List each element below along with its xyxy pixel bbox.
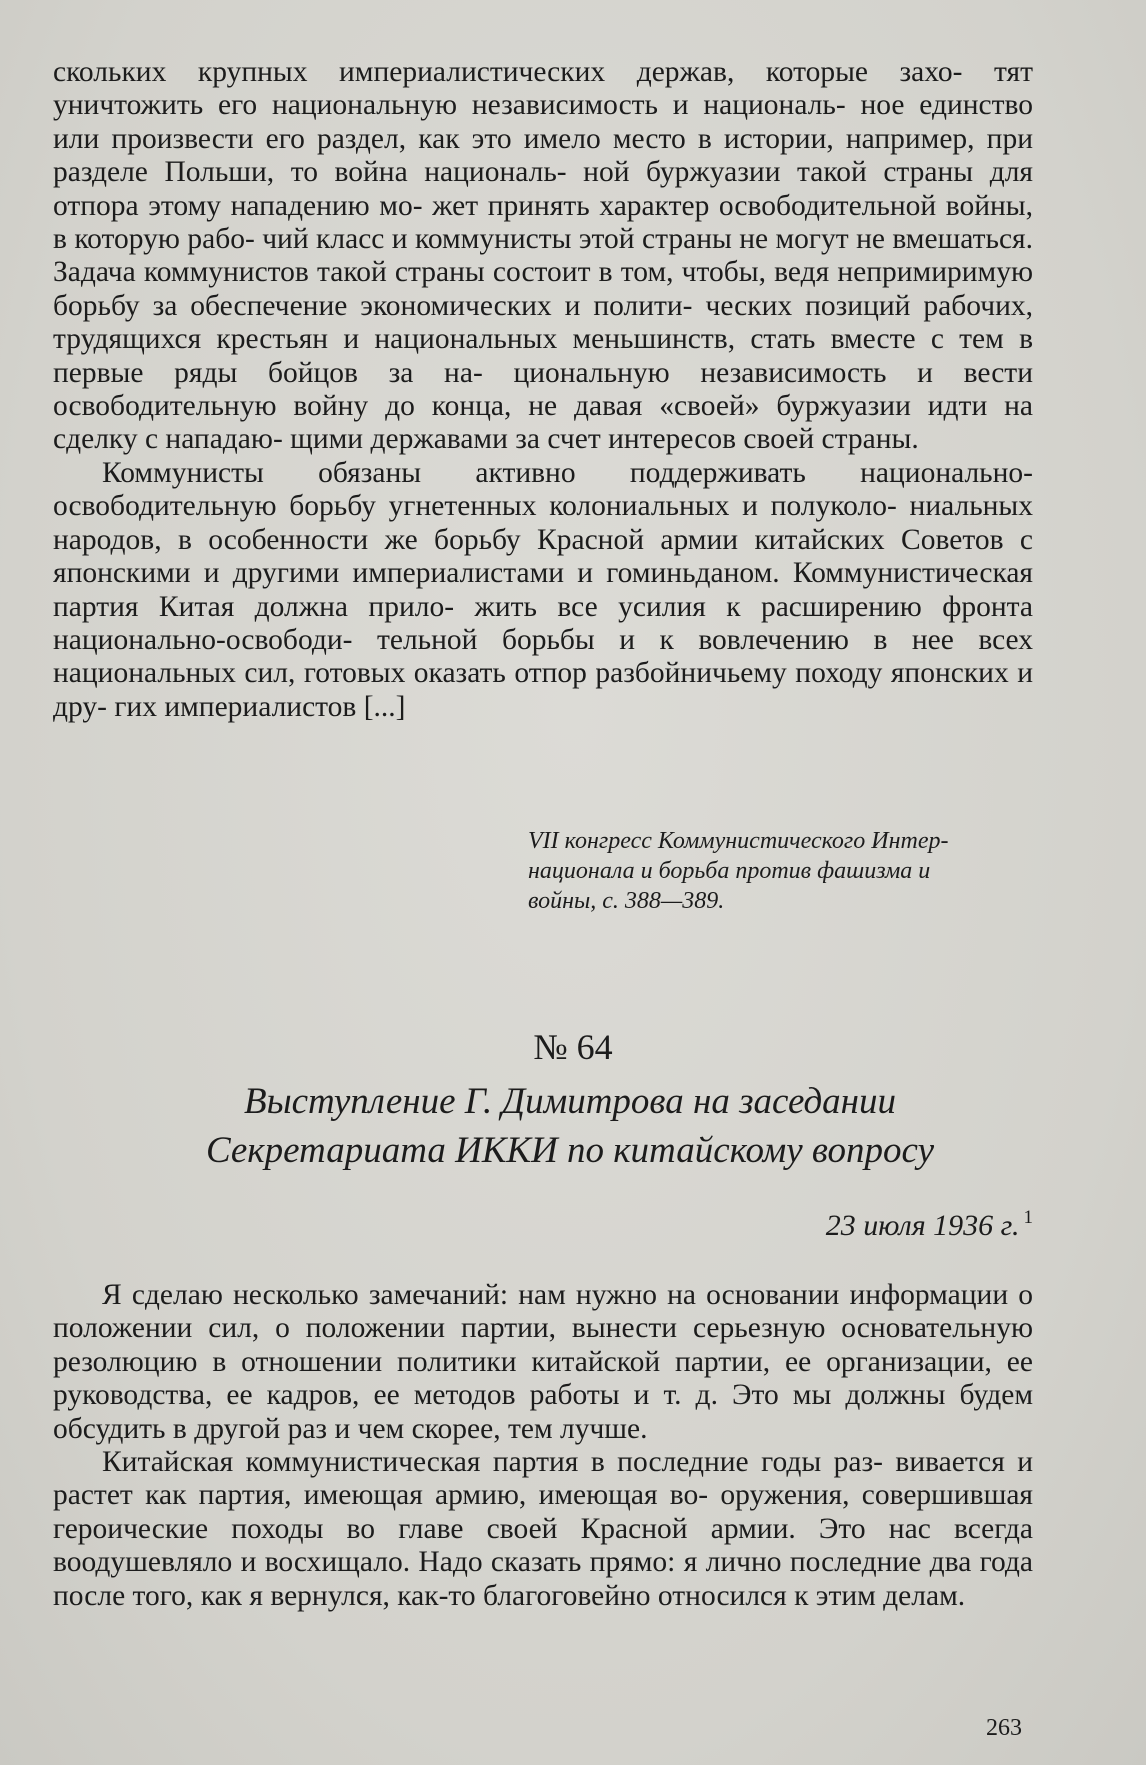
text-line: Коммунисты обязаны активно поддерживать национально-: [102, 456, 1033, 489]
title-line: Секретариата ИККИ по китайскому вопросу: [205, 1130, 935, 1171]
text-line: готовых оказать отпор разбойничьему походу японских и дру-: [53, 657, 1033, 723]
source-citation: [528, 826, 1028, 916]
text-line: меньшинств, стать вместе с тем в первые ряды бойцов за на-: [53, 323, 1033, 389]
continued-text: [53, 56, 1033, 724]
date-text: 23 июля 1936 г.: [825, 1209, 1020, 1242]
paragraph-1: [53, 56, 1033, 457]
text-line: ее методов работы и т. д. Это мы должны будем обсудить в: [53, 1379, 1034, 1445]
document-date: [826, 1200, 1033, 1244]
title-line: Выступление Г. Димитрова на заседании: [243, 1081, 897, 1122]
text-line: скольких крупных империалистических держав, которые захо-: [53, 56, 963, 88]
text-line: ной буржуазии такой страны для отпора этому нападению мо-: [53, 156, 1033, 222]
text-line: Китайская коммунистическая партия в последние годы раз-: [102, 1446, 883, 1479]
text-line: гих империалистов [...]: [114, 690, 406, 723]
text-line: щими державами за счет интересов своей страны.: [290, 423, 919, 456]
paragraph-4: [53, 1446, 1033, 1613]
citation-line: VII конгресс Коммунистического Интер-: [528, 828, 949, 854]
text-line: оружения, совершившая героические походы во главе своей: [53, 1479, 1033, 1545]
text-line: тят уничтожить его национальную независимость и националь-: [53, 56, 1033, 122]
text-line: Надо сказать прямо: я лично последние два года после того,: [53, 1546, 1033, 1612]
text-line: непримиримую борьбу за обеспечение экономических и полити-: [53, 256, 1033, 322]
text-line: освободительную борьбу угнетенных колониальных и полуколо-: [53, 490, 897, 523]
text-line: тельной борьбы и к вовлечению в нее всех национальных сил,: [53, 623, 1034, 690]
text-line: ное единство или произвести его раздел, как это имело место: [53, 89, 1033, 155]
text-line: циональную независимость и вести освободительную войну до: [53, 356, 1033, 423]
text-line: конца, не давая «своей» буржуазии идти на сделку с нападаю-: [53, 390, 1033, 456]
speech-text: [53, 1279, 1033, 1613]
text-line: гоминьданом. Коммунистическая партия Китая должна прило-: [53, 557, 1033, 623]
text-line: жить все усилия к расширению фронта национально-освободи-: [53, 590, 1033, 656]
text-line: Задача коммунистов такой страны состоит в том, чтобы, ведя: [53, 256, 830, 289]
text-line: как я вернулся, как-то благоговейно относился к этим делам.: [200, 1579, 966, 1612]
page-number: 263: [986, 1715, 1022, 1741]
text-line: китайской партии, ее организации, ее руководства, ее кадров,: [53, 1345, 1033, 1412]
footnote-marker: 1: [1023, 1207, 1033, 1228]
document-title: [60, 1077, 1080, 1175]
document-number: № 64: [533, 1027, 613, 1067]
text-line: ниальных народов, в особенности же борьбу Красной армии: [53, 490, 1034, 556]
text-line: жет принять характер освободительной войны, в которую рабо-: [53, 189, 1034, 256]
text-line: Я сделаю несколько замечаний: нам нужно на основании: [102, 1279, 840, 1311]
text-line: вивается и растет как партия, имеющая армию, имеющая во-: [53, 1446, 1033, 1512]
citation-line: войны, с. 388—389.: [528, 888, 725, 914]
text-line: в истории, например, при разделе Польши, то война националь-: [53, 122, 1034, 189]
text-line: другой раз и чем скорее, тем лучше.: [194, 1412, 648, 1445]
text-line: информации о положении сил, о положении партии, вынести: [53, 1279, 1033, 1345]
text-line: чий класс и коммунисты этой страны не могут не вмешаться.: [262, 223, 1033, 256]
citation-line: национала и борьба против фашизма и: [528, 858, 931, 884]
text-line: ческих позиций рабочих, трудящихся крестьян и национальных: [53, 289, 1034, 356]
paragraph-2: [53, 457, 1033, 724]
paragraph-3: [53, 1279, 1033, 1446]
text-line: серьезную основательную резолюцию в отношении политики: [53, 1312, 1033, 1378]
text-line: Красной армии. Это нас всегда воодушевляло и восхищало.: [53, 1512, 1033, 1579]
text-line: китайских Советов с японскими и другими империалистами и: [53, 523, 1033, 590]
